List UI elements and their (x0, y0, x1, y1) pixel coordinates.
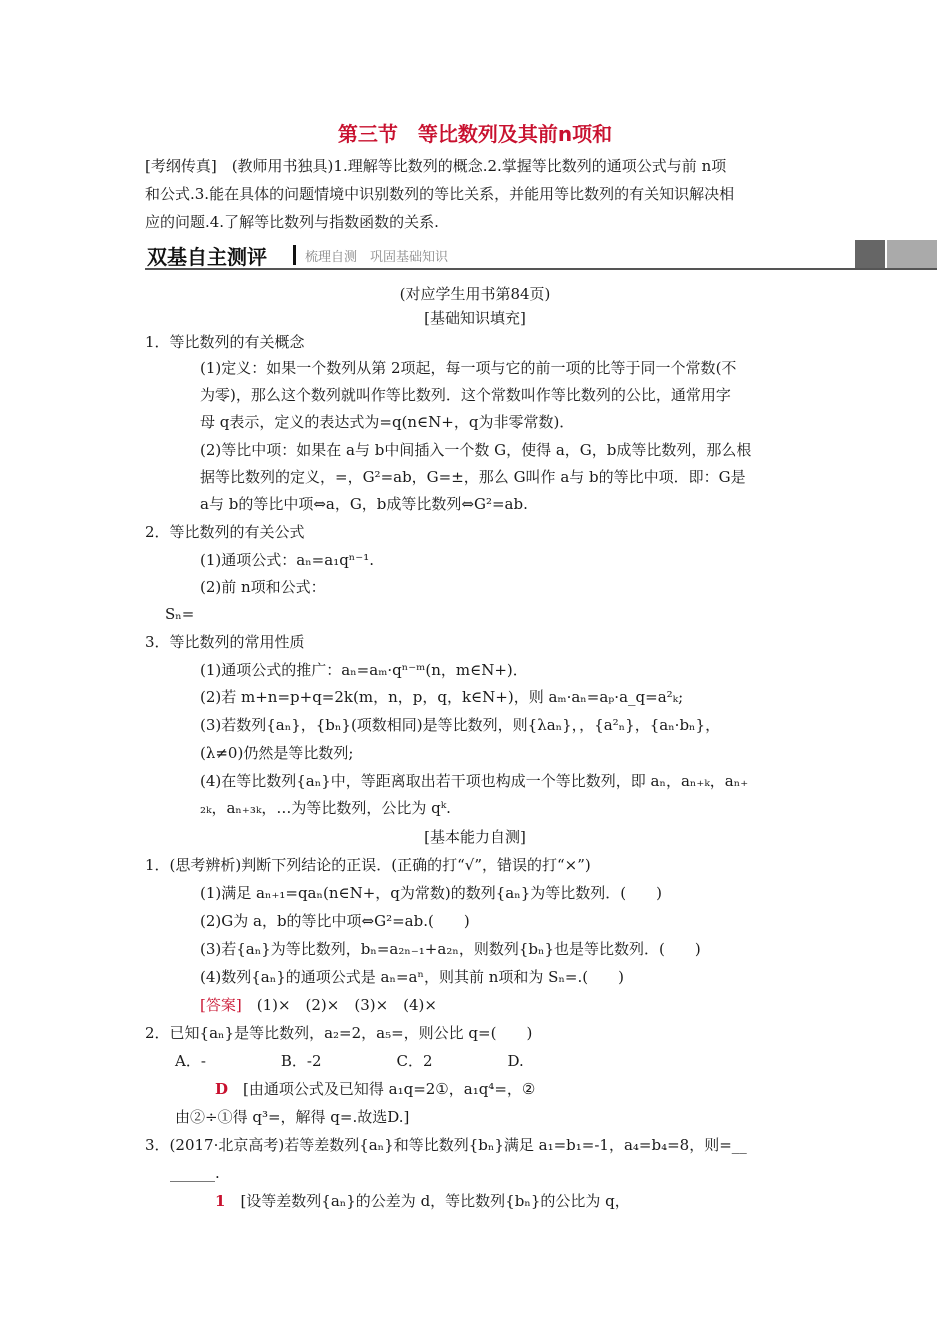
text-line: (1)定义：如果一个数列从第 2项起，每一项与它的前一项的比等于同一个常数(不 (200, 359, 737, 377)
text-line: 由②÷①得 q³=，解得 q=.故选D.] (175, 1108, 410, 1126)
syllabus-line: 应的问题.4.了解等比数列与指数函数的关系. (145, 213, 439, 231)
text-line: 据等比数列的定义，=，G²=ab，G=±，那么 G叫作 a与 b的等比中项．即：G是 (200, 468, 746, 486)
text-line: (3)若数列{aₙ}，{bₙ}(项数相同)是等比数列，则{λaₙ}，，{a²ₙ}，{aₙ·bₙ}， (200, 716, 721, 734)
text-line: (λ≠0)仍然是等比数列; (200, 744, 354, 762)
syllabus-line: [考纲传真] (教师用书独具)1.理解等比数列的概念.2.掌握等比数列的通项公式与前 n项 (145, 157, 727, 175)
answer-text: [由通项公式及已知得 a₁q=2①，a₁q⁴=，② (228, 1080, 536, 1098)
page-title: 第三节 等比数列及其前n项和 (337, 122, 613, 146)
answer-line (200, 994, 437, 1016)
question: 2．已知{aₙ}是等比数列，a₂=2，a₅=，则公比 q=( ) (145, 1024, 533, 1042)
answer-label: 1 (215, 1192, 226, 1210)
subsection-title: [基本能力自测] (424, 828, 526, 846)
options: A．- B．-2 C．2 D. (175, 1052, 524, 1070)
answer-line (215, 1078, 535, 1100)
text-line: (4)数列{aₙ}的通项公式是 aₙ=aⁿ，则其前 n项和为 Sₙ=.( ) (200, 968, 624, 986)
question: 1．(思考辨析)判断下列结论的正误．(正确的打“√”，错误的打“×”) (145, 856, 591, 874)
text-line: 母 q表示，定义的表达式为=q(n∈N+，q为非零常数)． (200, 413, 575, 431)
answer-text: [设等差数列{aₙ}的公差为 d，等比数列{bₙ}的公比为 q， (225, 1192, 630, 1210)
banner-decor-light (887, 240, 937, 268)
banner-decor-dark (855, 240, 885, 268)
question: 3．(2017·北京高考)若等差数列{aₙ}和等比数列{bₙ}满足 a₁=b₁=-1，a₄=b₄=8，则=__ (145, 1136, 747, 1154)
text-line: Sₙ= (165, 605, 195, 623)
section-banner (145, 240, 937, 270)
text-line: (4)在等比数列{aₙ}中，等距离取出若干项也构成一个等比数列，即 aₙ，aₙ₊ₖ，aₙ₊ (200, 772, 749, 790)
answer-text: (1)× (2)× (3)× (4)× (241, 996, 437, 1014)
text-line: (1)满足 aₙ₊₁=qaₙ(n∈N+，q为常数)的数列{aₙ}为等比数列．( ) (200, 884, 662, 902)
syllabus-line: 和公式.3.能在具体的问题情境中识别数列的等比关系，并能用等比数列的有关知识解决相 (145, 185, 735, 203)
banner-subtitle: 梳理自测 巩固基础知识 (305, 250, 449, 265)
text-line: a与 b的等比中项⇔a，G，b成等比数列⇔G²=ab. (200, 495, 528, 513)
text-line: (2)若 m+n=p+q=2k(m，n，p，q，k∈N+)，则 aₘ·aₙ=aₚ·a_q=a²ₖ; (200, 688, 684, 706)
text-line: (1)通项公式：aₙ=a₁qⁿ⁻¹. (200, 551, 374, 569)
text-line: (3)若{aₙ}为等比数列，bₙ=a₂ₙ₋₁+a₂ₙ，则数列{bₙ}也是等比数列．( ) (200, 940, 701, 958)
blank: ______. (170, 1164, 220, 1182)
page-reference: (对应学生用书第84页) (399, 285, 551, 303)
banner-divider (293, 245, 296, 265)
text-line: (2)等比中项：如果在 a与 b中间插入一个数 G，使得 a，G，b成等比数列，那么根 (200, 441, 752, 459)
text-line: 为零)，那么这个数列就叫作等比数列．这个常数叫作等比数列的公比，通常用字 (200, 386, 731, 404)
text-line: (2)前 n项和公式： (200, 578, 326, 596)
text-line: ₂ₖ，aₙ₊₃ₖ，…为等比数列，公比为 qᵏ. (200, 799, 451, 817)
text-line: (2)G为 a，b的等比中项⇔G²=ab.( ) (200, 912, 470, 930)
banner-title: 双基自主测评 (147, 245, 267, 269)
answer-line (215, 1190, 630, 1212)
answer-label: D (215, 1080, 229, 1098)
heading: 2．等比数列的有关公式 (145, 523, 305, 541)
text-line: (1)通项公式的推广：aₙ=aₘ·qⁿ⁻ᵐ(n，m∈N+)． (200, 661, 528, 679)
subsection-title: [基础知识填充] (424, 309, 526, 327)
answer-label: [答案] (200, 996, 242, 1014)
heading: 1．等比数列的有关概念 (145, 333, 305, 351)
heading: 3．等比数列的常用性质 (145, 633, 305, 651)
